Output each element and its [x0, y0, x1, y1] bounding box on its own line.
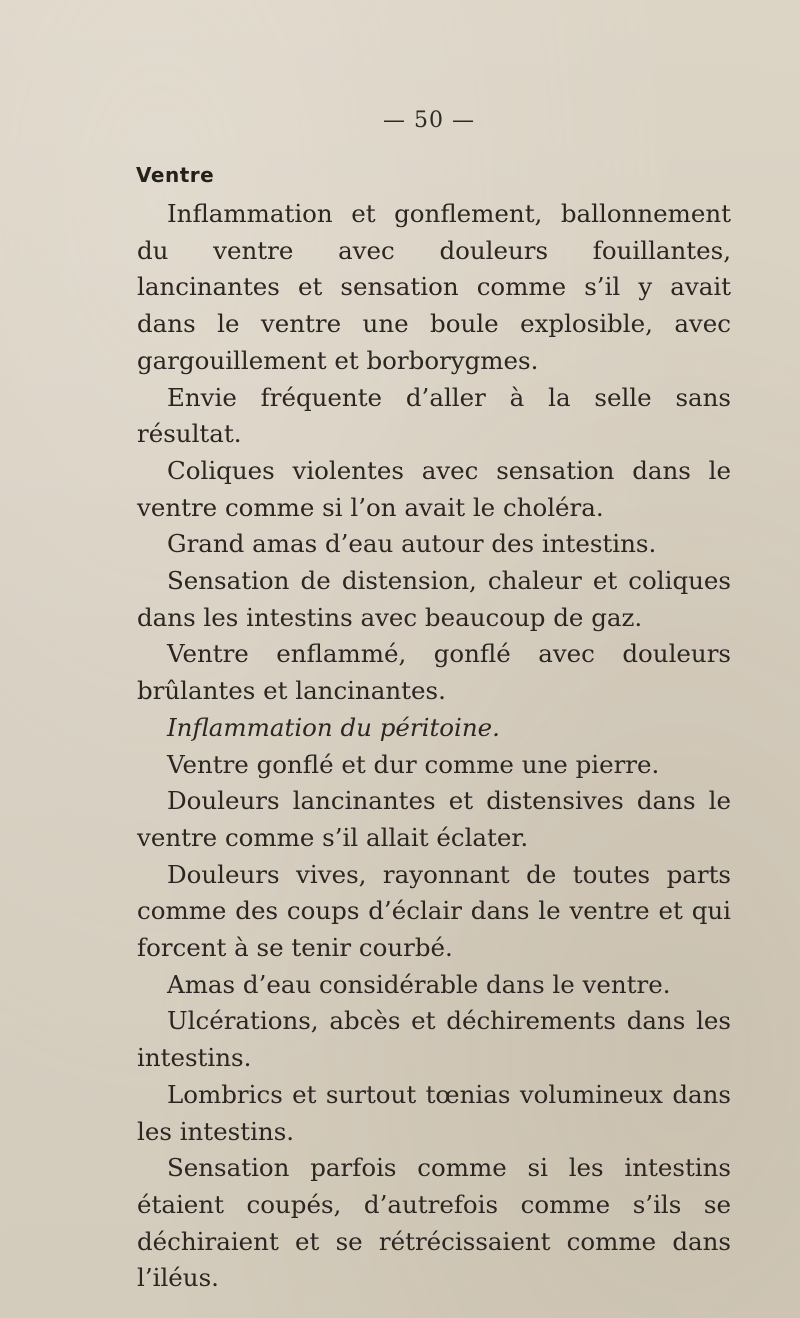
- page-number: — 50 —: [383, 108, 475, 133]
- paragraph: Douleurs vives, rayonnant de toutes parts comme des coups d’éclair dans le ventre et qui forcent à se tenir courbé.: [137, 859, 731, 963]
- paragraph: Ulcérations, abcès et déchirements dans les intestins.: [137, 1006, 731, 1073]
- paragraph: Ventre enflammé, gonflé avec douleurs brûlantes et lancinantes.: [137, 639, 731, 706]
- paragraph: Envie fréquente d’aller à la selle sans résultat.: [137, 382, 731, 449]
- paragraph: Coliques violentes avec sensation dans le ventre comme si l’on avait le choléra.: [137, 455, 731, 522]
- paragraph: Inflammation et gonflement, ballonnement du ventre avec douleurs fouillantes, lancinantes et sensation comme s’il y avait dans le ventre une boule explosible, avec gargouillement et borborygmes.: [137, 199, 731, 375]
- paragraph-italic: Inflammation du péritoine.: [167, 712, 500, 742]
- paragraph: Grand amas d’eau autour des intestins.: [167, 529, 657, 559]
- paragraph: Douleurs lancinantes et distensives dans le ventre comme s’il allait éclater.: [137, 786, 731, 852]
- paragraph: Amas d’eau considérable dans le ventre.: [167, 969, 671, 999]
- page-body: [137, 196, 731, 1297]
- section-heading: Ventre: [136, 163, 215, 187]
- paragraph: Lombrics et surtout tœnias volumineux dans les intestins.: [137, 1079, 731, 1146]
- paragraph: Sensation parfois comme si les intestins étaient coupés, d’autrefois comme s’ils se déchiraient et se rétrécissaient comme dans l’iléus.: [137, 1153, 731, 1293]
- paragraph: Sensation de distension, chaleur et coliques dans les intestins avec beaucoup de gaz.: [137, 566, 731, 632]
- paragraph: Ventre gonflé et dur comme une pierre.: [167, 749, 660, 779]
